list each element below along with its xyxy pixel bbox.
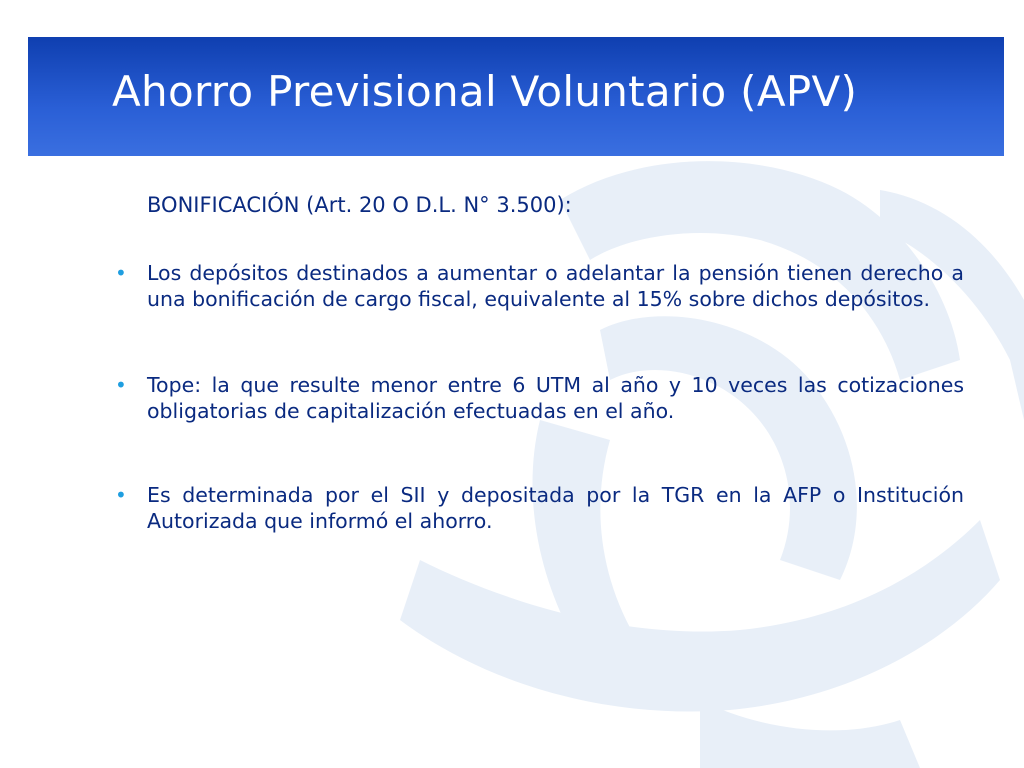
bullet-text: Los depósitos destinados a aumentar o adelantar la pensión tienen derecho a una bonificación de cargo fiscal, equivalente al 15% sobre dichos depósitos. [147,261,964,311]
bullet-item-deposits [112,260,964,312]
bullet-text: Tope: la que resulte menor entre 6 UTM al año y 10 veces las cotizaciones obligatorias de capitalización efectuadas en el año. [147,373,964,423]
bullet-item-cap [112,372,964,424]
slide-title: Ahorro Previsional Voluntario (APV) [112,67,858,116]
bullet-dot-icon: • [115,261,127,285]
bullet-dot-icon: • [115,483,127,507]
title-bar [28,37,1004,156]
bullet-text: Es determinada por el SII y depositada por la TGR en la AFP o Institución Autorizada que informó el ahorro. [147,483,964,533]
bullet-dot-icon: • [115,373,127,397]
bullet-item-determined [112,482,964,534]
section-subheading: BONIFICACIÓN (Art. 20 O D.L. N° 3.500): [147,193,572,217]
